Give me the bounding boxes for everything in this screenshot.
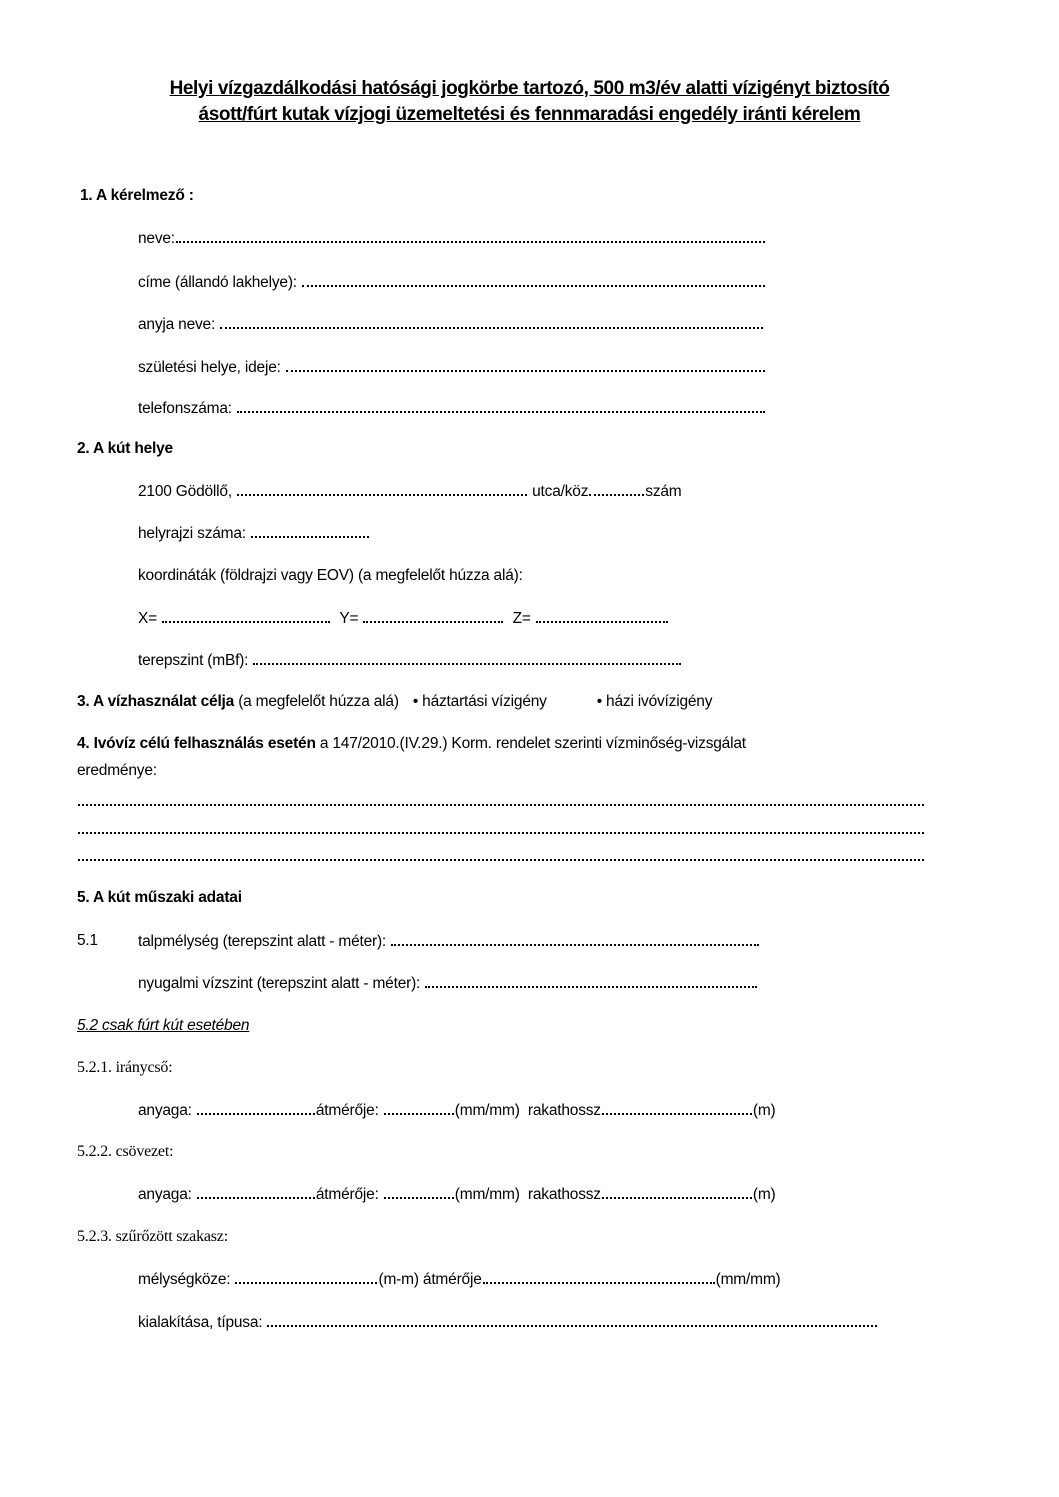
label-rakathossz: rakathossz (527, 1186, 601, 1203)
section-2-heading: 2. A kút helye (77, 440, 173, 457)
field-eredmeny-3[interactable] (77, 845, 925, 867)
label-mmmm: (mm/mm) (454, 1186, 520, 1203)
label-5-2: 5.2 csak fúrt kút esetében (77, 1017, 250, 1034)
label-nyugalmi: nyugalmi vízszint (terepszint alatt - méter): (138, 975, 421, 992)
field-nyugalmi[interactable] (138, 972, 758, 994)
label-utca: utca/köz (532, 483, 589, 500)
label-y: Y= (339, 610, 359, 627)
label-anyaga: anyaga: (138, 1186, 192, 1203)
label-terepszint: terepszint (mBf): (138, 652, 249, 669)
field-anyja-neve[interactable] (138, 313, 764, 335)
label-anyja-neve: anyja neve: (138, 316, 216, 333)
label-hrsz: helyrajzi száma: (138, 525, 246, 542)
section-3-heading: 3. A vízhasználat célja (77, 693, 235, 710)
section-4-heading: 4. Ivóvíz célú felhasználás esetén (77, 735, 316, 752)
label-atmeroje: átmérője: (315, 1102, 379, 1119)
label-talpmelyseg: talpmélység (terepszint alatt - méter): (138, 933, 387, 950)
section-5-heading: 5. A kút műszaki adatai (77, 889, 242, 906)
label-szuletesi: születési helye, ideje: (138, 359, 281, 376)
label-m: (m) (752, 1102, 776, 1119)
label-x: X= (138, 610, 157, 627)
field-telefon[interactable] (138, 397, 766, 419)
field-cim[interactable] (138, 480, 682, 502)
field-kialakitasa[interactable] (138, 1311, 878, 1333)
label-atmeroje: átmérője: (315, 1186, 379, 1203)
label-melysegkoze: mélységköze: (138, 1271, 231, 1288)
field-szuletesi[interactable] (138, 356, 766, 378)
field-csovezet[interactable] (138, 1183, 776, 1205)
option-ivoviz[interactable]: • házi ivóvízigény (596, 693, 713, 710)
field-szurozott[interactable] (138, 1268, 781, 1290)
field-cime[interactable] (138, 271, 766, 293)
label-city: 2100 Gödöllő, (138, 483, 232, 500)
label-5-2-3: 5.2.3. szűrőzött szakasz: (77, 1228, 228, 1245)
section-4-text: a 147/2010.(IV.29.) Korm. rendelet szerinti vízminőség-vizsgálat (319, 735, 746, 752)
label-atmeroje2: átmérője (422, 1271, 482, 1288)
field-talpmelyseg[interactable] (138, 930, 760, 952)
document-title-line-2: ásott/fúrt kutak vízjogi üzemeltetési és fennmaradási engedély iránti kérelem (198, 104, 861, 125)
label-telefon: telefonszáma: (138, 400, 232, 417)
label-anyaga: anyaga: (138, 1102, 192, 1119)
label-mmmm: (mm/mm) (454, 1102, 520, 1119)
section-3-note: (a megfelelőt húzza alá) (238, 693, 399, 710)
label-mmmm: (mm/mm) (715, 1271, 781, 1288)
label-m: (m) (752, 1186, 776, 1203)
section-1-heading: 1. A kérelmező : (80, 187, 194, 204)
field-hrsz[interactable] (138, 522, 370, 544)
field-neve[interactable] (138, 227, 766, 249)
label-koordinatak: koordináták (földrajzi vagy EOV) (a megfelelőt húzza alá): (138, 567, 523, 584)
label-neve: neve: (138, 230, 175, 247)
label-5-2-2: 5.2.2. csövezet: (77, 1143, 174, 1160)
option-haztartasi[interactable]: • háztartási vízigény (412, 693, 547, 710)
field-eredmeny-2[interactable] (77, 818, 925, 840)
label-z: Z= (512, 610, 531, 627)
document-title-line-1: Helyi vízgazdálkodási hatósági jogkörbe tartozó, 500 m3/év alatti vízigényt biztosító (169, 78, 890, 99)
label-rakathossz: rakathossz (527, 1102, 601, 1119)
section-4-text2: eredménye: (77, 762, 157, 779)
label-5-2-1: 5.2.1. iránycső: (77, 1059, 173, 1076)
label-5-1: 5.1 (77, 932, 98, 949)
field-terepszint[interactable] (138, 649, 682, 671)
label-szam: szám (645, 483, 682, 500)
label-mm-range: (m-m) (378, 1271, 419, 1288)
field-coordinates[interactable] (138, 607, 669, 629)
field-eredmeny-1[interactable] (77, 790, 925, 812)
label-cime: címe (állandó lakhelye): (138, 274, 297, 291)
field-iranycso[interactable] (138, 1099, 776, 1121)
label-kialakitasa: kialakítása, típusa: (138, 1314, 263, 1331)
